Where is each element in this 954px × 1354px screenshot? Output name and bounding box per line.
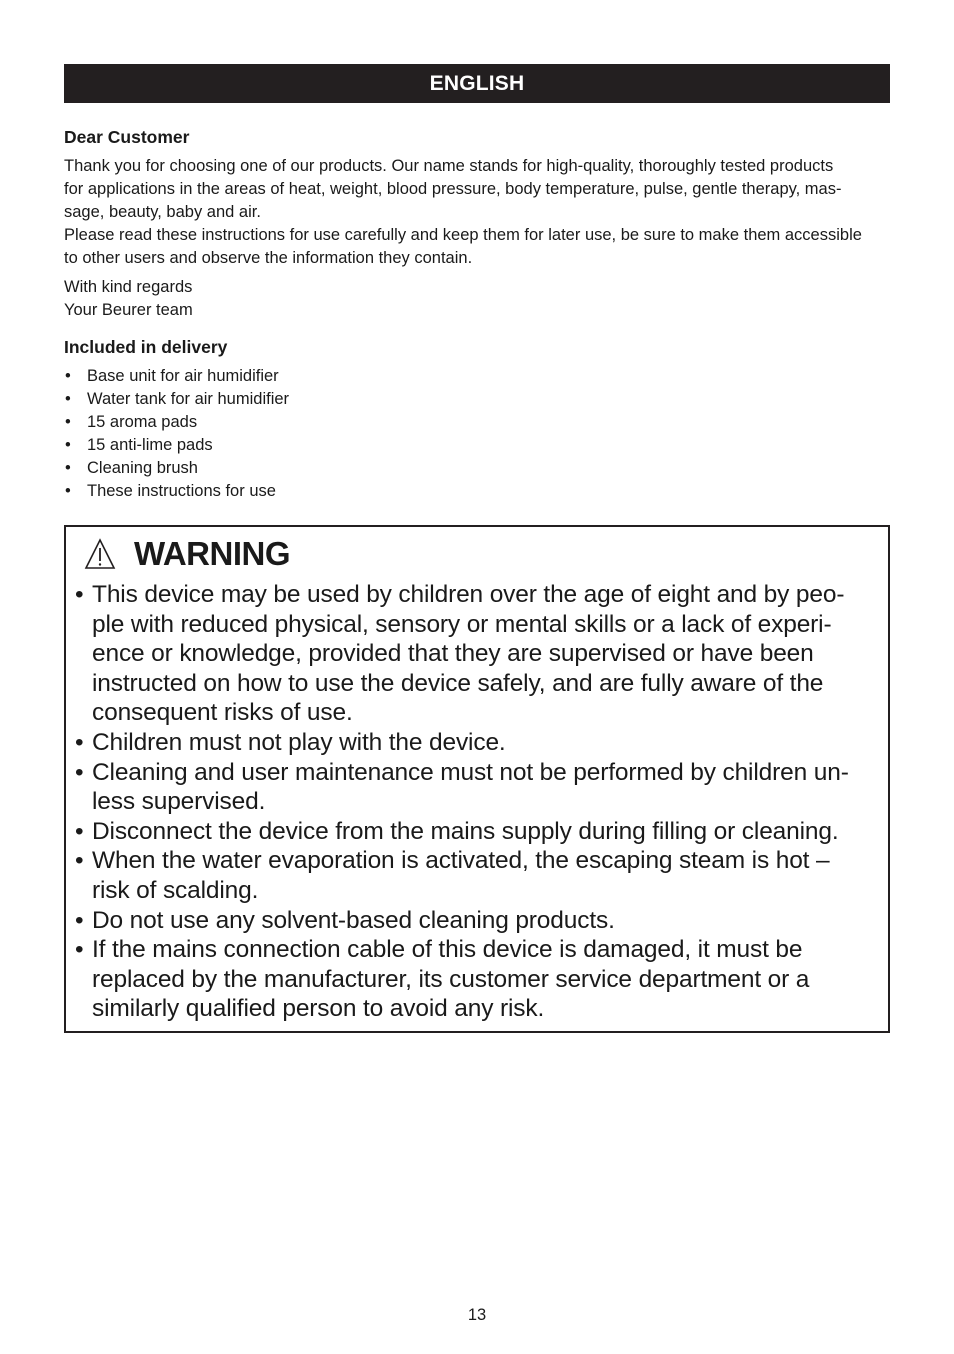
bullet-icon: •	[75, 817, 84, 845]
warning-line: Disconnect the device from the mains supply during filling or cleaning.	[92, 817, 839, 845]
warning-triangle-icon	[84, 537, 116, 571]
greeting-heading: Dear Customer	[64, 127, 190, 147]
warning-line: risk of scalding.	[92, 876, 259, 904]
warning-line: This device may be used by children over the age of eight and by peo-	[92, 581, 845, 608]
warning-title: WARNING	[134, 535, 290, 572]
bullet-icon: •	[65, 413, 71, 431]
list-item-text: Base unit for air humidifier	[87, 367, 279, 385]
delivery-list	[64, 365, 892, 503]
bullet-icon: •	[75, 758, 84, 786]
warning-line: consequent risks of use.	[92, 699, 353, 727]
list-item-text: Cleaning brush	[87, 459, 198, 477]
bullet-icon: •	[75, 847, 84, 875]
warning-line: Do not use any solvent-based cleaning products.	[92, 906, 615, 934]
bullet-icon: •	[65, 436, 71, 454]
bullet-icon: •	[75, 728, 84, 756]
list-item-text: 15 anti-lime pads	[87, 436, 213, 454]
bullet-icon: •	[65, 390, 71, 408]
warning-line: ence or knowledge, provided that they are supervised or have been	[92, 640, 814, 668]
warning-item	[75, 906, 880, 936]
warning-line: If the mains connection cable of this device is damaged, it must be	[92, 936, 803, 964]
delivery-heading: Included in delivery	[64, 337, 228, 357]
language-header-bar	[64, 64, 890, 103]
bullet-icon: •	[75, 581, 84, 608]
warning-item	[75, 728, 880, 758]
warning-line: ple with reduced physical, sensory or mental skills or a lack of experi-	[92, 610, 832, 638]
list-item	[64, 365, 892, 388]
intro-section	[64, 126, 892, 503]
warning-line: Cleaning and user maintenance must not be performed by children un-	[92, 758, 849, 786]
closing-regards	[64, 276, 892, 322]
language-label: ENGLISH	[429, 71, 525, 95]
intro-line: to other users and observe the information they contain.	[64, 249, 473, 267]
list-item-text: 15 aroma pads	[87, 413, 198, 431]
warning-line: similarly qualified person to avoid any risk.	[92, 995, 545, 1023]
list-item-text: Water tank for air humidifier	[87, 390, 290, 408]
warning-box	[64, 525, 890, 1033]
warning-list	[75, 580, 880, 1024]
bullet-icon: •	[65, 459, 71, 477]
warning-line: When the water evaporation is activated, the escaping steam is hot –	[92, 847, 830, 875]
bullet-icon: •	[65, 482, 71, 500]
warning-item	[75, 758, 880, 817]
intro-line: for applications in the areas of heat, weight, blood pressure, body temperature, pulse, gentle therapy, mas-	[64, 180, 842, 198]
bullet-icon: •	[75, 936, 84, 964]
intro-line: Please read these instructions for use carefully and keep them for later use, be sure to make them accessible	[64, 226, 862, 244]
warning-title-row	[84, 535, 290, 573]
warning-item	[75, 935, 880, 1024]
page-number: 13	[467, 1306, 487, 1324]
list-item	[64, 457, 892, 480]
warning-item	[75, 817, 880, 847]
intro-line: Thank you for choosing one of our products. Our name stands for high-quality, thoroughly tested products	[64, 157, 834, 175]
intro-line: sage, beauty, baby and air.	[64, 203, 261, 221]
list-item	[64, 388, 892, 411]
regards-line: Your Beurer team	[64, 301, 193, 319]
bullet-icon: •	[75, 906, 84, 934]
warning-line: instructed on how to use the device safely, and are fully aware of the	[92, 669, 824, 697]
warning-item	[75, 846, 880, 905]
bullet-icon: •	[65, 367, 71, 385]
warning-item	[75, 580, 880, 728]
regards-line: With kind regards	[64, 278, 193, 296]
list-item	[64, 480, 892, 503]
warning-line: Children must not play with the device.	[92, 728, 506, 756]
warning-line: less supervised.	[92, 788, 266, 816]
list-item-text: These instructions for use	[87, 482, 276, 500]
list-item	[64, 411, 892, 434]
list-item	[64, 434, 892, 457]
intro-paragraph	[64, 155, 892, 270]
warning-line: replaced by the manufacturer, its customer service department or a	[92, 965, 810, 993]
